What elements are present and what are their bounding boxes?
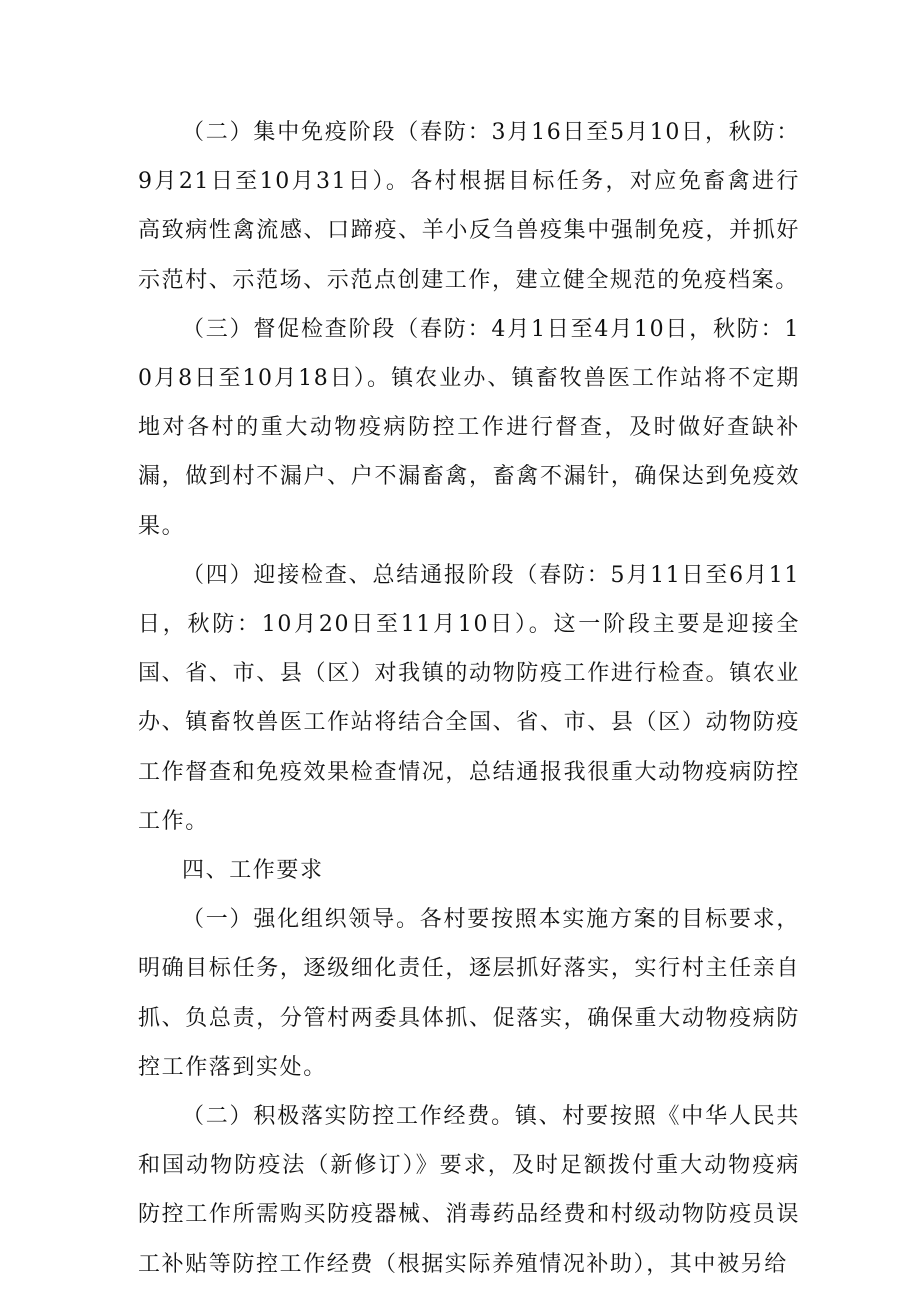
paragraph-inspection-summary-stage: （四）迎接检查、总结通报阶段（春防：5月11日至6月11日，秋防：10月20日至11月10日）。这一阶段主要是迎接全国、省、市、县（区）对我镇的动物防疫工作进行检查。镇农业办、镇畜牧兽医工作站将结合全国、省、市、县（区）动物防疫工作督查和免疫效果检查情况，总结通报我很重大动物疫病防控工作。 [138, 562, 800, 834]
section-heading-work-requirements: 四、工作要求 [182, 858, 324, 884]
paragraph-strengthen-leadership: （一）强化组织领导。各村要按照本实施方案的目标要求，明确目标任务，逐级细化责任，逐层抓好落实，实行村主任亲自抓、负总责，分管村两委具体抓、促落实，确保重大动物疫病防控工作落到实处。 [138, 907, 800, 1080]
paragraph-centralized-immunization-stage: （二）集中免疫阶段（春防：3月16日至5月10日，秋防：9月21日至10月31日）。各村根据目标任务，对应免畜禽进行高致病性禽流感、口蹄疫、羊小反刍兽疫集中强制免疫，并抓好示范村、示范场、示范点创建工作，建立健全规范的免疫档案。 [138, 120, 800, 293]
paragraph-supervision-inspection-stage: （三）督促检查阶段（春防：4月1日至4月10日，秋防：10月8日至10月18日）。镇农业办、镇畜牧兽医工作站将不定期地对各村的重大动物疫病防控工作进行督查，及时做好查缺补漏，做到村不漏户、户不漏畜禽，畜禽不漏针，确保达到免疫效果。 [138, 316, 800, 539]
paragraph-implement-funding: （二）积极落实防控工作经费。镇、村要按照《中华人民共和国动物防疫法（新修订）》要求，及时足额拨付重大动物疫病防控工作所需购买防疫器械、消毒药品经费和村级动物防疫员误工补贴等防控工作经费（根据实际养殖情况补助），其中被另给 [138, 1104, 800, 1277]
